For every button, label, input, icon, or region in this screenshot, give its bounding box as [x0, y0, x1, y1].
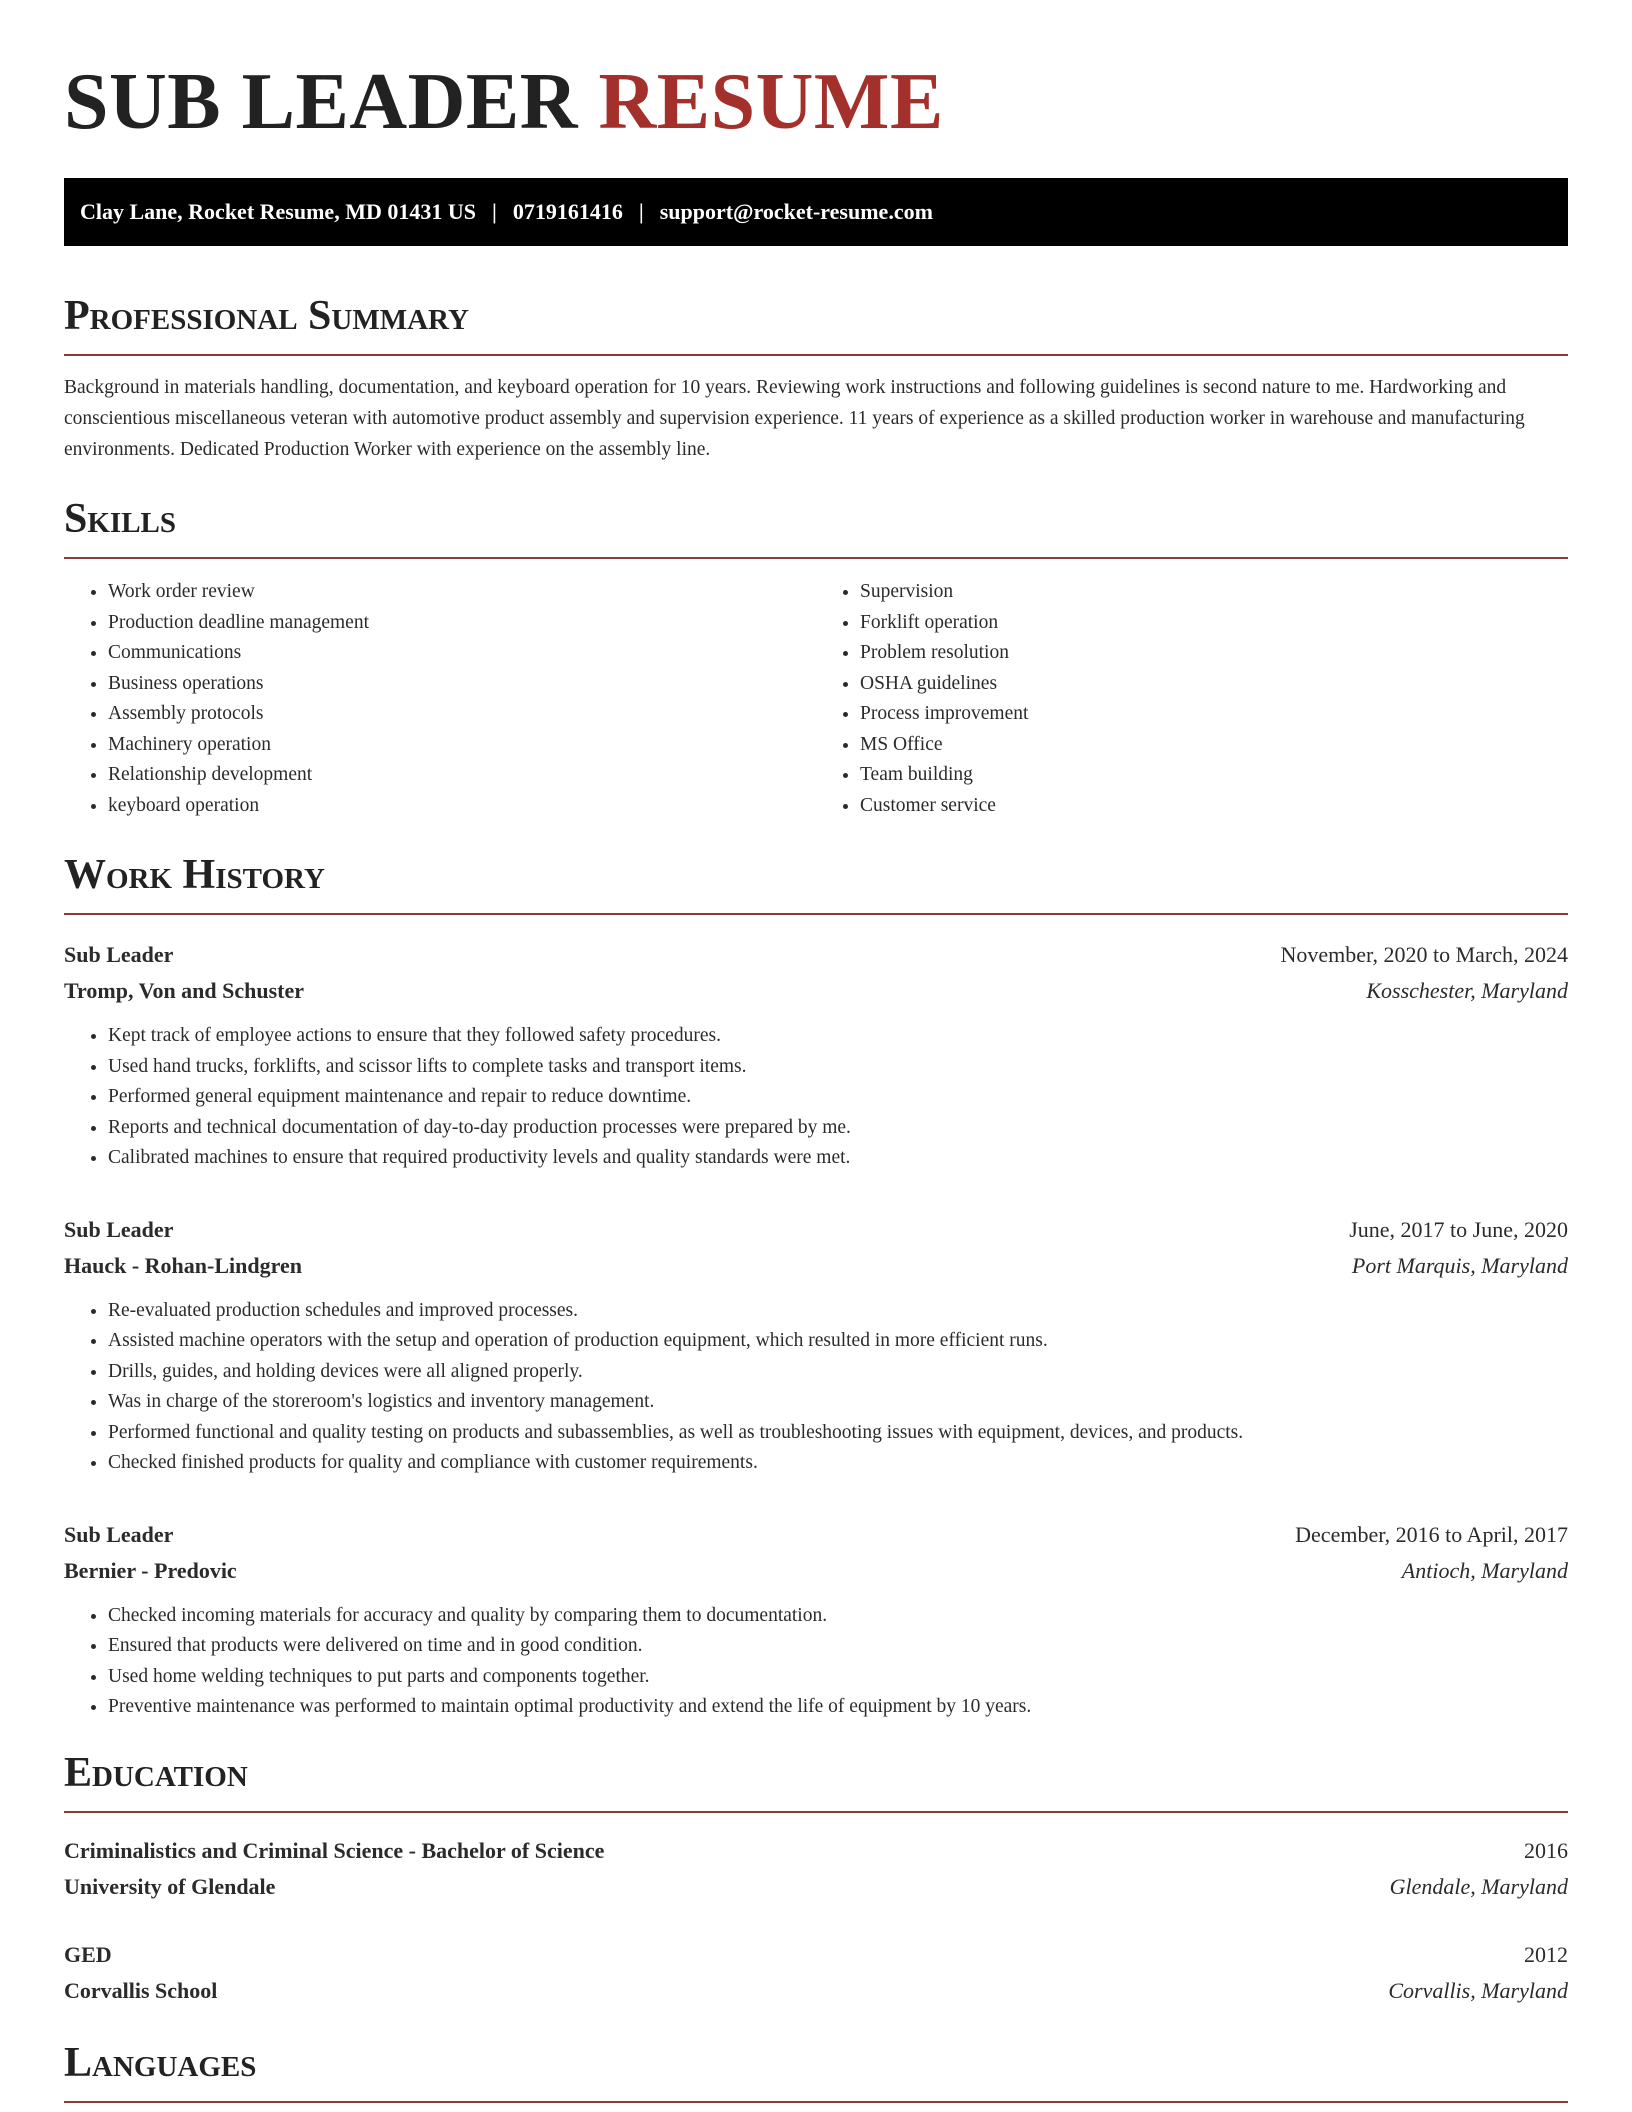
education-degree: GED: [64, 1941, 112, 1967]
education-degree: Criminalistics and Criminal Science - Bachelor of Science: [64, 1837, 605, 1863]
job-dates: November, 2020 to March, 2024: [1280, 942, 1568, 967]
job-bullet: • Used home welding techniques to put parts and components together.: [108, 1662, 1568, 1693]
skill-item: • Assembly protocols: [108, 699, 816, 730]
job-title: Sub Leader: [64, 1216, 174, 1242]
education-school: Corvallis School: [64, 1977, 218, 2003]
skills-list-right: [816, 577, 1568, 821]
title-accent: RESUME: [598, 58, 944, 146]
work-history-section: [64, 851, 1568, 1723]
job-entry: [64, 1212, 1568, 1479]
job-bullets: [64, 1296, 1568, 1479]
contact-address: Clay Lane, Rocket Resume, MD 01431 US: [80, 199, 476, 224]
job-bullet: • Ensured that products were delivered on time and in good condition.: [108, 1631, 1568, 1662]
job-bullets: [64, 1021, 1568, 1174]
job-entry: [64, 937, 1568, 1174]
skill-item: • Process improvement: [860, 699, 1568, 730]
contact-separator: |: [491, 199, 497, 224]
education-entry: [64, 1937, 1568, 2009]
job-bullet: • Checked finished products for quality and compliance with customer requirements.: [108, 1448, 1568, 1479]
skill-item: • Problem resolution: [860, 638, 1568, 669]
job-company: Bernier - Predovic: [64, 1557, 237, 1583]
education-section: [64, 1749, 1568, 2009]
job-dates: December, 2016 to April, 2017: [1295, 1521, 1568, 1547]
skills-heading: Skills: [64, 495, 1568, 559]
job-bullet: • Re-evaluated production schedules and improved processes.: [108, 1296, 1568, 1327]
education-school: University of Glendale: [64, 1873, 276, 1899]
job-bullet: • Was in charge of the storeroom's logistics and inventory management.: [108, 1387, 1568, 1418]
education-location: Glendale, Maryland: [1389, 1873, 1568, 1899]
education-entry: [64, 1833, 1568, 1905]
skill-item: • Forklift operation: [860, 608, 1568, 639]
summary-section: [64, 292, 1568, 465]
contact-bar: [64, 178, 1568, 246]
title-main: SUB LEADER: [64, 58, 579, 146]
summary-heading: Professional Summary: [64, 292, 1568, 356]
skill-item: • OSHA guidelines: [860, 669, 1568, 700]
skill-item: • Relationship development: [108, 760, 816, 791]
job-dates: June, 2017 to June, 2020: [1349, 1216, 1568, 1242]
job-bullet: • Calibrated machines to ensure that required productivity levels and quality standards were met.: [108, 1143, 1568, 1174]
job-bullet: • Used hand trucks, forklifts, and scissor lifts to complete tasks and transport items.: [108, 1052, 1568, 1083]
education-year: 2012: [1524, 1941, 1568, 1967]
job-bullet: • Preventive maintenance was performed to maintain optimal productivity and extend the life of equipment by 10 years.: [108, 1692, 1568, 1723]
education-year: 2016: [1524, 1837, 1568, 1863]
job-bullets: [64, 1601, 1568, 1723]
skill-item: • Machinery operation: [108, 730, 816, 761]
work-history-heading: Work History: [64, 851, 1568, 915]
summary-text: Background in materials handling, documentation, and keyboard operation for 10 years. Reviewing work instructions and following guidelines is second nature to me. Hardworking and conscientious miscellaneous veteran with automotive product assembly and supervision experience. 11 years of experience as a skilled production worker in warehouse and manufacturing environments. Dedicated Production Worker with experience on the assembly line.: [64, 377, 1525, 460]
skills-list-left: [64, 577, 816, 821]
skill-item: • Work order review: [108, 577, 816, 608]
job-bullet: • Reports and technical documentation of day-to-day production processes were prepared by me.: [108, 1113, 1568, 1144]
job-bullet: • Kept track of employee actions to ensure that they followed safety procedures.: [108, 1021, 1568, 1052]
skill-item: • keyboard operation: [108, 791, 816, 822]
contact-phone: 0719161416: [512, 199, 623, 224]
job-bullet: • Drills, guides, and holding devices were all aligned properly.: [108, 1357, 1568, 1388]
education-heading: Education: [64, 1749, 1568, 1813]
job-title: Sub Leader: [64, 942, 174, 967]
skill-item: • Communications: [108, 638, 816, 669]
languages-section: [64, 2039, 1568, 2103]
contact-separator: |: [638, 199, 644, 224]
page-title: [64, 56, 1568, 148]
skill-item: • Business operations: [108, 669, 816, 700]
job-bullet: • Checked incoming materials for accuracy and quality by comparing them to documentation.: [108, 1601, 1568, 1632]
skills-columns: [64, 577, 1568, 821]
contact-email: support@rocket-resume.com: [659, 199, 933, 224]
job-location: Antioch, Maryland: [1401, 1557, 1568, 1583]
skill-item: • Customer service: [860, 791, 1568, 822]
job-bullet: • Performed functional and quality testing on products and subassemblies, as well as troubleshooting issues with equipment, devices, and products.: [108, 1418, 1568, 1449]
job-bullet: • Assisted machine operators with the setup and operation of production equipment, which resulted in more efficient runs.: [108, 1326, 1568, 1357]
skill-item: • Team building: [860, 760, 1568, 791]
job-location: Kosschester, Maryland: [1366, 978, 1568, 1003]
skill-item: • Supervision: [860, 577, 1568, 608]
job-bullet: • Performed general equipment maintenance and repair to reduce downtime.: [108, 1082, 1568, 1113]
job-entry: [64, 1517, 1568, 1723]
skills-section: [64, 495, 1568, 821]
job-company: Hauck - Rohan-Lindgren: [64, 1252, 302, 1278]
skill-item: • MS Office: [860, 730, 1568, 761]
languages-heading: Languages: [64, 2039, 1568, 2103]
job-location: Port Marquis, Maryland: [1351, 1252, 1568, 1278]
education-location: Corvallis, Maryland: [1388, 1977, 1568, 2003]
job-company: Tromp, Von and Schuster: [64, 978, 305, 1003]
job-title: Sub Leader: [64, 1521, 174, 1547]
skill-item: • Production deadline management: [108, 608, 816, 639]
